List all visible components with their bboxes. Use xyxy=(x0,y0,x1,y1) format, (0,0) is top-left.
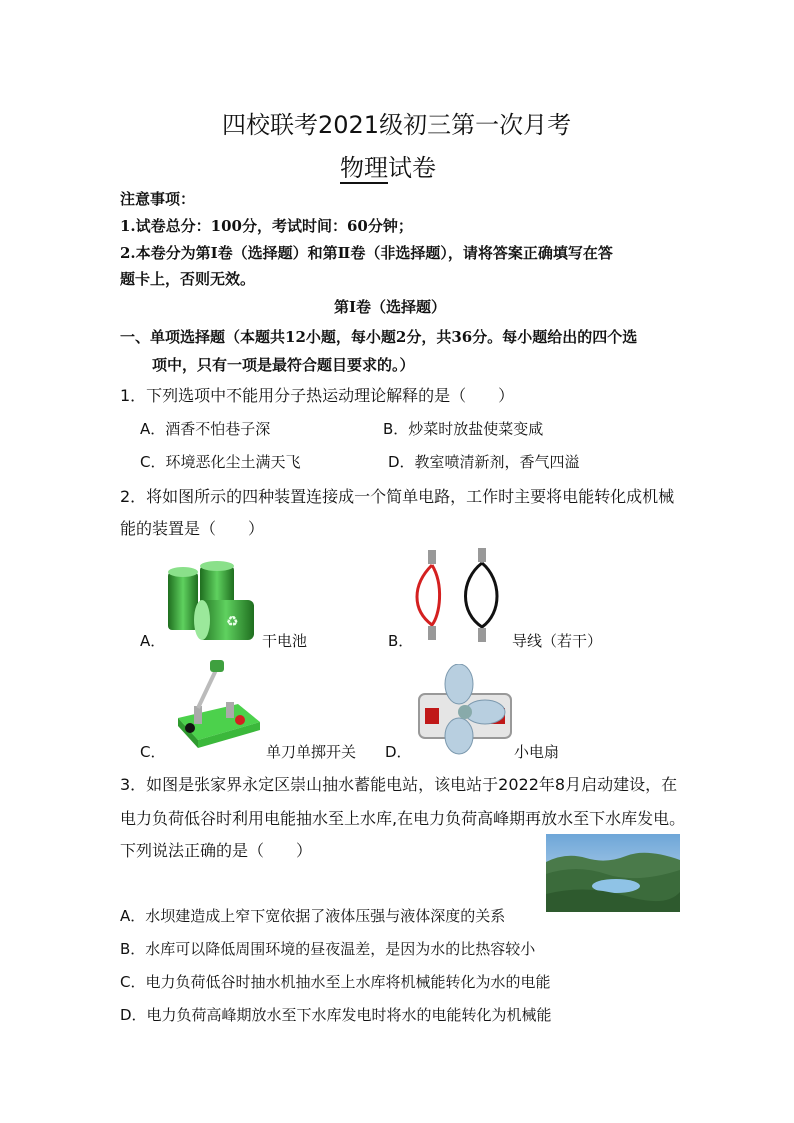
wires-image xyxy=(410,545,510,645)
q1-option-b: B．炒菜时放盐使菜变咸 xyxy=(383,420,544,438)
q2-option-a-label: 干电池 xyxy=(262,632,308,650)
q2-option-d-letter: D． xyxy=(385,743,412,761)
fan-image xyxy=(415,664,515,756)
section1-instructions-cont: 项中，只有一项是最符合题目要求的。） xyxy=(152,356,415,374)
svg-text:♻: ♻ xyxy=(226,614,239,630)
q2-option-b-letter: B． xyxy=(388,632,414,650)
notes-item: 2.本卷分为第Ⅰ卷（选择题）和第Ⅱ卷（非选择题），请将答案正确填写在答 xyxy=(120,244,613,262)
q2-stem: 2．将如图所示的四种装置连接成一个简单电路，工作时主要将电能转化成机械 xyxy=(120,487,675,506)
section1-instructions: 一、单项选择题（本题共12小题，每小题2分，共36分。每小题给出的四个选 xyxy=(120,328,638,346)
notes-heading: 注意事项： xyxy=(120,190,196,208)
reservoir-photo xyxy=(546,834,680,912)
subject-suffix: 试卷 xyxy=(388,154,436,182)
subject-name: 物理 xyxy=(340,154,388,182)
q2-option-c-label: 单刀单掷开关 xyxy=(266,743,357,761)
q1-stem: 1．下列选项中不能用分子热运动理论解释的是（ ） xyxy=(120,386,515,405)
part1-title: 第Ⅰ卷（选择题） xyxy=(334,298,447,316)
q3-option-d: D．电力负荷高峰期放水至下水库发电时将水的电能转化为机械能 xyxy=(120,1006,552,1024)
subject-line xyxy=(340,148,436,183)
q1-option-a: A．酒香不怕巷子深 xyxy=(140,420,271,438)
q1-option-d: D．教室喷清新剂，香气四溢 xyxy=(388,453,580,471)
q2-option-c-letter: C． xyxy=(140,743,166,761)
page-title: 四校联考2021级初三第一次月考 xyxy=(222,111,572,139)
notes-item: 题卡上，否则无效。 xyxy=(120,270,256,288)
notes-item: 1.试卷总分：100分，考试时间：60分钟； xyxy=(120,217,413,235)
q2-option-b-label: 导线（若干） xyxy=(512,632,603,650)
q2-option-d-label: 小电扇 xyxy=(514,743,560,761)
q1-option-c: C．环境恶化尘土满天飞 xyxy=(140,453,301,471)
q3-stem: 3．如图是张家界永定区崇山抽水蓄能电站，该电站于2022年8月启动建设，在 xyxy=(120,775,678,794)
q3-stem-cont2: 下列说法正确的是（ ） xyxy=(120,841,313,860)
q3-stem-cont: 电力负荷低谷时利用电能抽水至上水库,在电力负荷高峰期再放水至下水库发电。 xyxy=(120,809,686,828)
battery-image xyxy=(160,560,260,645)
q3-option-b: B．水库可以降低周围环境的昼夜温差，是因为水的比热容较小 xyxy=(120,940,536,958)
switch-image xyxy=(168,656,264,752)
q3-option-a: A．水坝建造成上窄下宽依据了液体压强与液体深度的关系 xyxy=(120,907,506,925)
q2-stem-cont: 能的装置是（ ） xyxy=(120,519,265,538)
q2-option-a-letter: A． xyxy=(140,632,166,650)
q3-option-c: C．电力负荷低谷时抽水机抽水至上水库将机械能转化为水的电能 xyxy=(120,973,551,991)
